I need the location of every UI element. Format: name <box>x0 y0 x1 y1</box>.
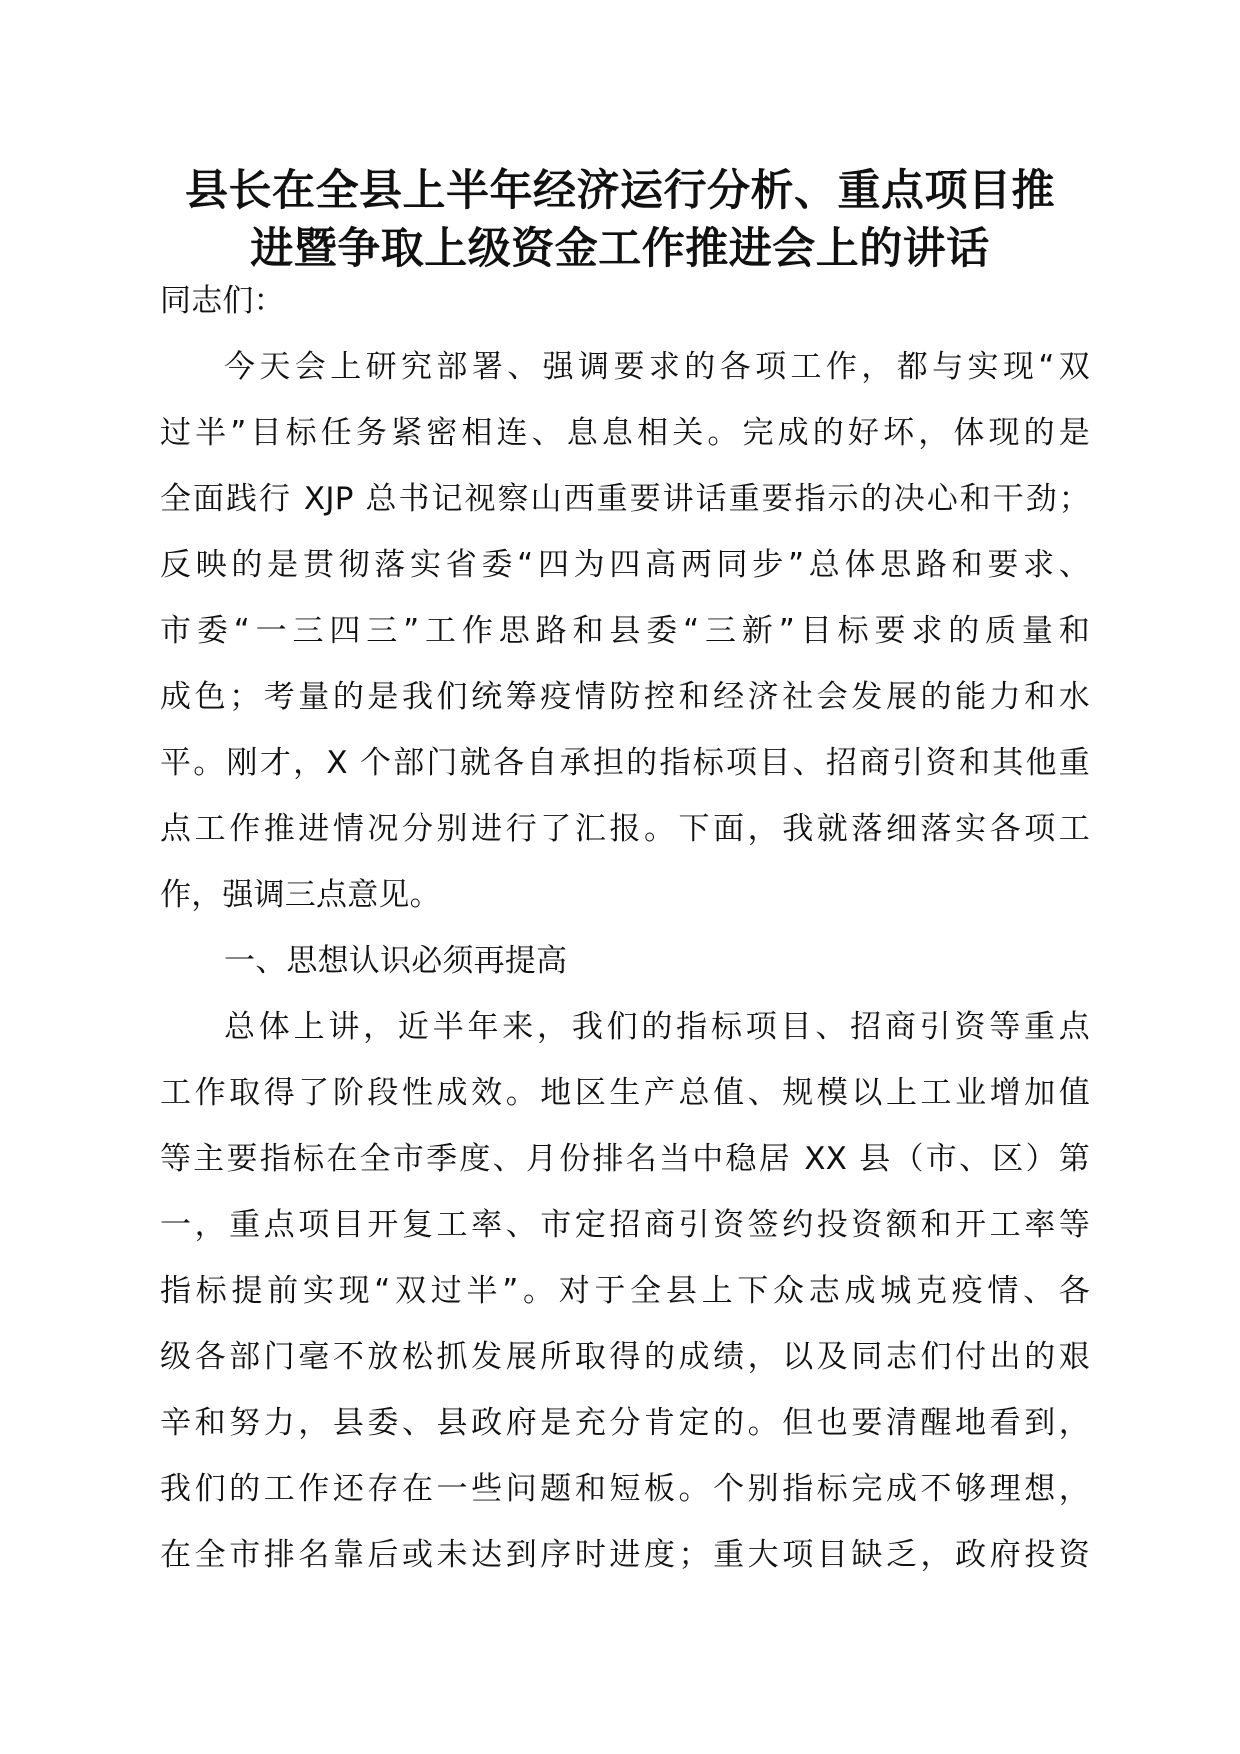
paragraph-line: 工作取得了阶段性成效。地区生产总值、规模以上工业增加值 <box>160 1075 1090 1111</box>
paragraph-line: 在全市排名靠后或未达到序时进度；重大项目缺乏，政府投资 <box>160 1537 1090 1573</box>
paragraph-line: 指标提前实现“双过半”。对于全县上下众志成城克疫情、各 <box>160 1273 1090 1309</box>
section-heading: 一、思想认识必须再提高 <box>224 943 568 979</box>
title-line-2: 进暨争取上级资金工作推进会上的讲话 <box>250 224 990 274</box>
salutation: 同志们： <box>160 283 285 319</box>
paragraph-line: 一，重点项目开复工率、市定招商引资签约投资额和开工率等 <box>160 1207 1090 1243</box>
paragraph-line: 今天会上研究部署、强调要求的各项工作，都与实现“双 <box>224 349 1090 385</box>
paragraph-line: 成色；考量的是我们统筹疫情防控和经济社会发展的能力和水 <box>160 679 1090 715</box>
paragraph-line: 过半”目标任务紧密相连、息息相关。完成的好坏，体现的是 <box>160 415 1090 451</box>
paragraph-line: 反映的是贯彻落实省委“四为四高两同步”总体思路和要求、 <box>160 547 1090 583</box>
document-body <box>160 268 1090 1588</box>
paragraph-line: 全面践行 XJP 总书记视察山西重要讲话重要指示的决心和干劲； <box>160 481 1090 517</box>
paragraph-line: 市委“一三四三”工作思路和县委“三新”目标要求的质量和 <box>160 613 1090 649</box>
paragraph-line: 平。刚才，X 个部门就各自承担的指标项目、招商引资和其他重 <box>160 745 1090 781</box>
paragraph-line: 级各部门毫不放松抓发展所取得的成绩，以及同志们付出的艰 <box>160 1339 1090 1375</box>
document-title <box>150 162 1090 278</box>
paragraph-line: 点工作推进情况分别进行了汇报。下面，我就落细落实各项工 <box>160 811 1090 847</box>
paragraph-line: 等主要指标在全市季度、月份排名当中稳居 XX 县（市、区）第 <box>160 1141 1090 1177</box>
paragraph-line: 我们的工作还存在一些问题和短板。个别指标完成不够理想， <box>160 1471 1090 1507</box>
paragraph-line: 作，强调三点意见。 <box>160 877 441 913</box>
paragraph-line: 辛和努力，县委、县政府是充分肯定的。但也要清醒地看到， <box>160 1405 1090 1441</box>
title-line-1: 县长在全县上半年经济运行分析、重点项目推 <box>185 166 1055 216</box>
paragraph-line: 总体上讲，近半年来，我们的指标项目、招商引资等重点 <box>224 1009 1090 1045</box>
